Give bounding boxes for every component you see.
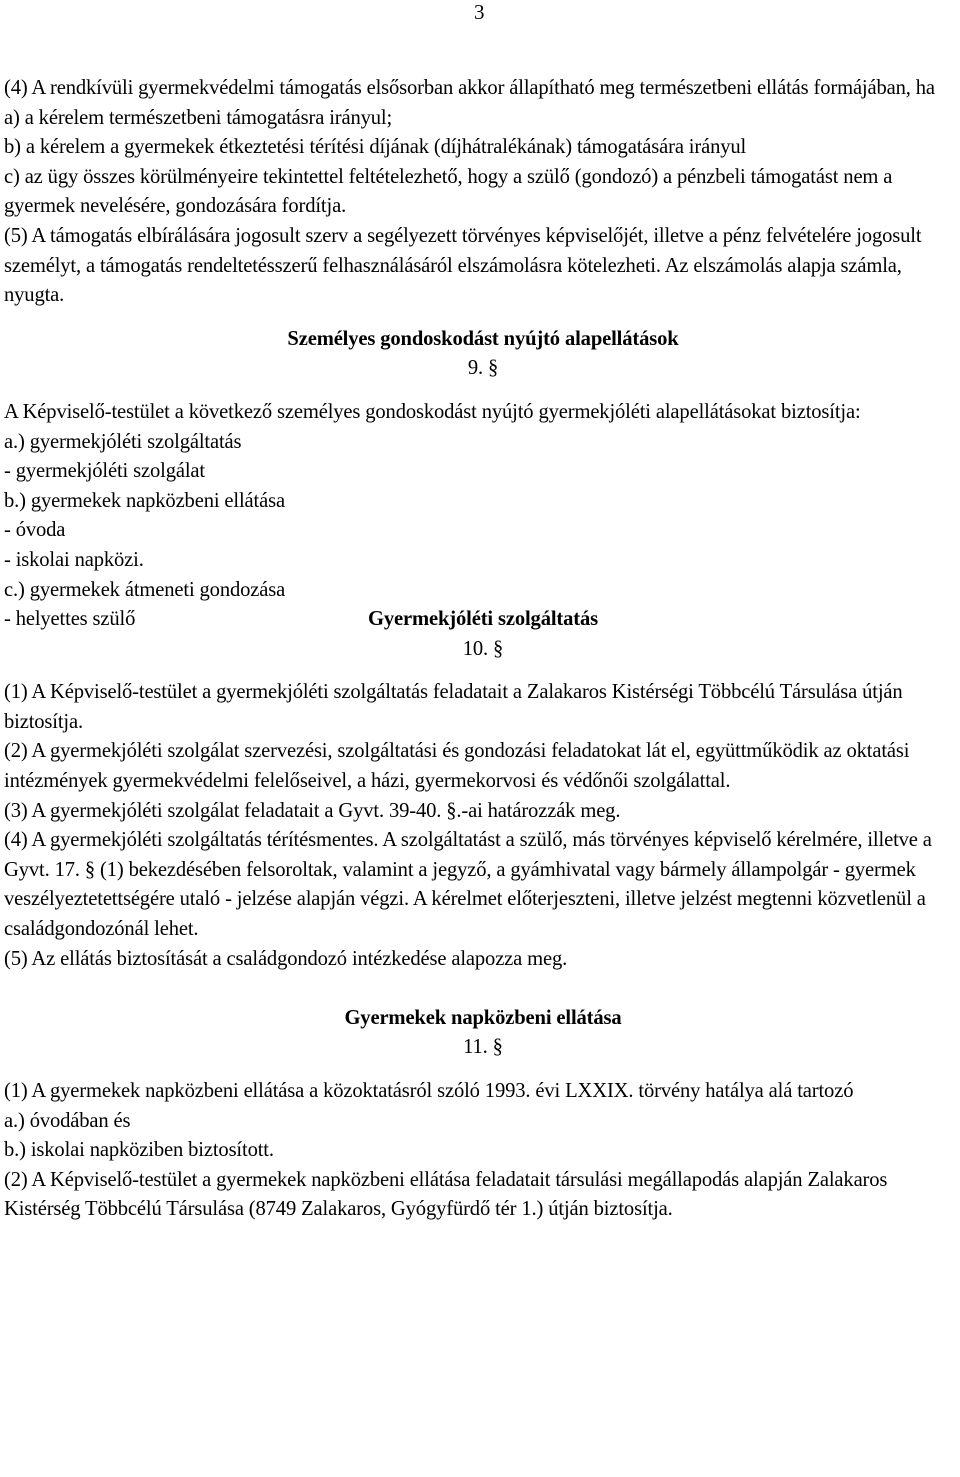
- section-10-title: Gyermekjóléti szolgáltatás: [367, 608, 598, 631]
- section-10-para-2: (2) A gyermekjóléti szolgálat szervezési, szolgáltatási és gondozási feladatokat lát el, együttműködik az oktatási intézmények gyermekvédelmi felelőseivel, a házi, gyermekorvosi és védőnői szolgálattal.: [4, 740, 910, 793]
- section-9-item-b-sub1: - óvoda: [4, 519, 66, 542]
- paragraph-8-4-intro: (4) A rendkívüli gyermekvédelmi támogatás elsősorban akkor állapítható meg természetbeni ellátás formájában, ha: [4, 77, 935, 99]
- section-9-item-c: c.) gyermekek átmeneti gondozása: [4, 578, 286, 601]
- document-body: [4, 74, 960, 1225]
- paragraph-8-4-a: a) a kérelem természetbeni támogatásra irányul;: [4, 106, 393, 129]
- section-10-para-4: (4) A gyermekjóléti szolgáltatás térítésmentes. A szolgáltatást a szülő, más törvényes képviselő kérelmére, illetve a Gyvt. 17. § (1) bekezdésében felsoroltak, valamint a jegyző, a gyámhivatal vagy bármely állampolgár - gyermek veszélyeztetettségére utaló - jelzése alapján végzi. A kérelmet előterjeszteni, illetve jelzést megtenni közvetlenül a családgondozónál lehet.: [4, 829, 932, 941]
- section-10-para-3: (3) A gyermekjóléti szolgálat feladatait a Gyvt. 39-40. §.-ai határozzák meg.: [4, 799, 621, 822]
- section-11-para-1: (1) A gyermekek napközbeni ellátása a közoktatásról szóló 1993. évi LXXIX. törvény hatálya alá tartozó: [4, 1080, 854, 1102]
- section-9-item-b-sub2: - iskolai napközi.: [4, 548, 144, 571]
- page-number: 3: [474, 0, 485, 24]
- section-9-item-a: a.) gyermekjóléti szolgáltatás: [4, 430, 242, 453]
- paragraph-8-5: (5) A támogatás elbírálására jogosult szerv a segélyezett törvényes képviselőjét, illetve a pénz felvételére jogosult személyt, a támogatás rendeltetésszerű felhasználásáról elszámolásra kötelezheti. Az elszámolás alapja számla, nyugta.: [4, 224, 922, 307]
- section-11-item-b: b.) iskolai napköziben biztosított.: [4, 1139, 274, 1162]
- paragraph-8-4-c: c) az ügy összes körülményeire tekintettel feltételezhető, hogy a szülő (gondozó) a pénzbeli támogatást nem a gyermek nevelésére, gondozására fordítja.: [4, 165, 893, 218]
- section-9-item-b: b.) gyermekek napközbeni ellátása: [4, 489, 285, 512]
- section-11-item-a: a.) óvodában és: [4, 1109, 131, 1132]
- section-10-para-5: (5) Az ellátás biztosítását a családgondozó intézkedése alapozza meg.: [4, 947, 568, 970]
- section-10-para-1: (1) A Képviselő-testület a gyermekjóléti szolgáltatás feladatait a Zalakaros Kistérségi Többcélú Társulása útján biztosítja.: [4, 681, 903, 733]
- section-9-number: 9. §: [467, 357, 499, 380]
- section-11-para-2: (2) A Képviselő-testület a gyermekek napközbeni ellátása feladatait társulási megállapodás alapján Zalakaros Kistérség Többcélú Társulása (8749 Zalakaros, Gyógyfürdő tér 1.) útján biztosítja.: [4, 1168, 888, 1221]
- section-9-title: Személyes gondoskodást nyújtó alapellátások: [287, 327, 679, 350]
- section-9-item-a-sub: - gyermekjóléti szolgálat: [4, 460, 205, 483]
- paragraph-8-4-b: b) a kérelem a gyermekek étkeztetési térítési díjának (díjhátralékának) támogatására irányul: [4, 136, 747, 159]
- section-11-number: 11. §: [463, 1036, 503, 1059]
- section-11-title: Gyermekek napközbeni ellátása: [344, 1006, 622, 1029]
- section-9-item-c-sub: - helyettes szülő: [4, 608, 136, 631]
- section-9-intro: A Képviselő-testület a következő személyes gondoskodást nyújtó gyermekjóléti alapellátásokat biztosítja:: [4, 400, 861, 423]
- section-10-number: 10. §: [462, 637, 504, 660]
